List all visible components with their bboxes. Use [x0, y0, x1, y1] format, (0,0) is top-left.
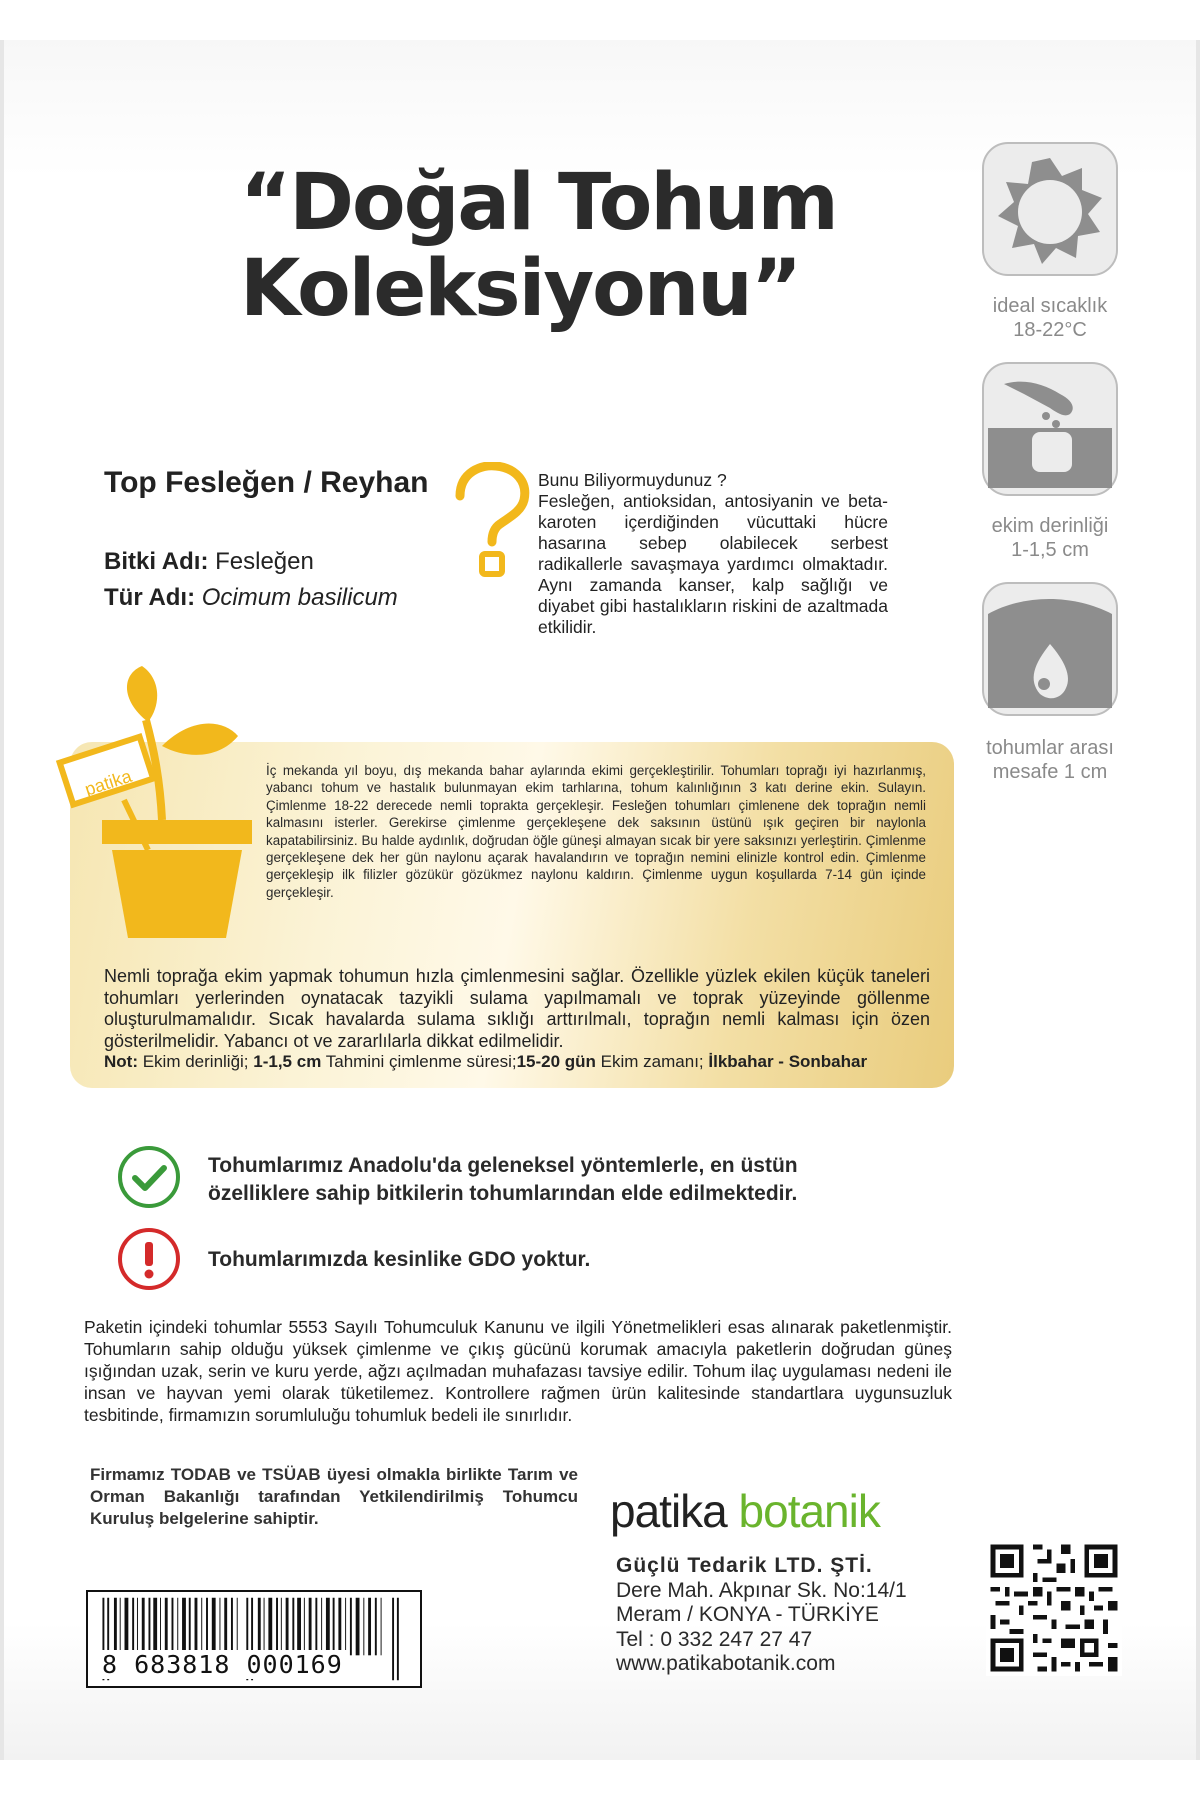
plant-sign-label: patika — [82, 765, 135, 800]
plant-name-row — [104, 548, 314, 576]
title-line-1: “Doğal Tohum — [240, 158, 837, 248]
plant-name-value: Fesleğen — [215, 548, 314, 575]
temperature-label-line1: ideal sıcaklık — [992, 295, 1108, 317]
note-depth-label: Ekim derinliği; — [142, 1052, 249, 1071]
checkmark-icon — [118, 1146, 180, 1208]
company-phone: Tel : 0 332 247 27 47 — [616, 1627, 813, 1651]
note-germination-value: 15-20 gün — [516, 1052, 596, 1071]
question-mark-icon — [452, 462, 532, 582]
did-you-know-text: Fesleğen, antioksidan, antosiyanin ve beta-karoten içerdiğinden vücuttaki hücre hasarına sebep olabilecek serbest radikallerle savaşmaya yardımcı olmaktadır. Aynı zamanda kanser, kalp sağlığı ve diyabet gibi hastalıkların riskini de azaltmada etkilidir. — [538, 491, 888, 637]
qr-code[interactable] — [986, 1538, 1122, 1678]
seed-spacing-label-line1: tohumlar arası — [986, 737, 1114, 759]
company-name: Güçlü Tedarik LTD. ŞTİ. — [616, 1554, 873, 1577]
packet-edge-right — [1196, 40, 1200, 1760]
company-address-2: Meram / KONYA - TÜRKİYE — [616, 1603, 879, 1626]
potted-plant-icon — [50, 660, 270, 940]
product-name: Top Fesleğen / Reyhan — [104, 466, 429, 499]
watering-instructions: Nemli toprağa ekim yapmak tohumun hızla çimlenmesini sağlar. Özellikle yüzlek ekilen küçük taneleri tohumları yerlerinden oynatacak tazyikli sulama yapılmamalı ve toprak yüzeyinde göllenme oluşturulmamalıdır. Sıcak havalarda sulama sıklığı arttırılmalı, toprağın nemli kalması için özen gösterilmelidir. Yabancı ot ve zararlılarla dikkat edilmelidir. — [104, 966, 930, 1051]
traditional-seeds-line2: özelliklere sahip bitkilerin tohumlarından elde edilmektedir. — [208, 1182, 798, 1205]
species-value: Ocimum basilicum — [201, 584, 398, 611]
barcode-number: 8 683818 000169 — [98, 1650, 347, 1679]
planting-depth-icon — [984, 364, 1116, 494]
planting-depth-label — [960, 514, 1140, 562]
did-you-know-box — [538, 470, 888, 638]
collection-title — [240, 160, 860, 332]
note-germination-label: Tahmini çimlenme süresi; — [325, 1052, 517, 1071]
membership-statement: Firmamız TODAB ve TSÜAB üyesi olmakla birlikte Tarım ve Orman Bakanlığı tarafından Yetkilendirilmiş Tohumcu Kuruluş belgelerine sahiptir. — [90, 1465, 578, 1528]
species-row — [104, 584, 398, 612]
seed-spacing-label — [960, 736, 1140, 784]
growing-instructions: İç mekanda yıl boyu, dış mekanda bahar aylarında ekimi gerçekleştirilir. Tohumları toprağı iyi hazırlanmış, yabancı tohum ve hastalık bulunmayan ekim tarhlarına, tohum kalınlığının 3 katı derine ekin. Sulayın. Çimlenme 18-22 derecede nemli toprakta gerçekleşir. Fesleğen tohumları çimlenene dek toprağın nemli kalmasını isterler. Gerekirse çimlenme gerçekleşene dek saksının üstünü ışık geçiren bir naylonla kapatabilirsiniz. Bu halde aydınlık, doğrudan öğle güneşi almayan sıcak bir yere saksınızı yerleştirin. Çimlenme gerçekleşene dek her gün naylonu açarak havalandırın ve toprağın nemini elinizle kontrol edin. Çimlenme gerçekleşip ilk filizler gözükür gözükmez naylonu kaldırın. Çimlenme uygun koşullarda 7-14 gün içinde gerçekleşir. — [266, 763, 926, 900]
brand-logo — [610, 1484, 880, 1538]
sun-icon — [984, 144, 1116, 274]
traditional-seeds-line1: Tohumlarımız Anadolu'da geleneksel yöntemlerle, en üstün — [208, 1154, 798, 1177]
note-label: Not: — [104, 1052, 138, 1071]
packet-edge-left — [0, 40, 4, 1760]
note-depth-value: 1-1,5 cm — [253, 1052, 322, 1071]
brand-name-part2: botanik — [738, 1485, 880, 1537]
plant-name-label: Bitki Adı: — [104, 548, 209, 575]
traditional-seeds-statement — [208, 1152, 798, 1208]
title-line-2: Koleksiyonu” — [240, 244, 801, 334]
company-info — [616, 1554, 916, 1677]
planting-depth-label-line1: ekim derinliği — [991, 515, 1109, 537]
brand-name-part1: patika — [610, 1485, 739, 1537]
species-label: Tür Adı: — [104, 584, 196, 611]
seed-spacing-card — [982, 582, 1118, 716]
planting-note — [104, 1052, 944, 1072]
planting-depth-card — [982, 362, 1118, 496]
temperature-label-line2: 18-22°C — [1013, 319, 1087, 341]
temperature-card — [982, 142, 1118, 276]
planting-depth-label-line2: 1-1,5 cm — [1011, 539, 1089, 561]
seed-spacing-label-line2: mesafe 1 cm — [992, 761, 1108, 783]
company-website[interactable]: www.patikabotanik.com — [616, 1652, 836, 1675]
did-you-know-heading: Bunu Biliyormuydunuz ? — [538, 470, 727, 490]
seed-spacing-icon — [984, 584, 1116, 714]
note-time-value: İlkbahar - Sonbahar — [708, 1052, 868, 1071]
company-address-1: Dere Mah. Akpınar Sk. No:14/1 — [616, 1578, 907, 1602]
note-time-label: Ekim zamanı; — [600, 1052, 704, 1071]
warning-icon — [118, 1228, 180, 1290]
temperature-label — [960, 294, 1140, 342]
no-gmo-statement: Tohumlarımızda kesinlike GDO yoktur. — [208, 1248, 591, 1271]
legal-notice: Paketin içindeki tohumlar 5553 Sayılı Tohumculuk Kanunu ve ilgili Yönetmelikleri esas alınarak paketlenmiştir. Tohumların sahip olduğu yüksek çimlenme ve çıkış gücünü korumak amacıyla paketlerin doğrudan güneş ışığından uzak, serin ve kuru yerde, ağzı açılmadan muhafazası tavsiye edilir. Tohum ilaç uygulaması nedeni ile insan ve hayvan yemi olarak tüketilemez. Kontrollere rağmen ürün kalitesinde standartlara uygunsuzluk tesbitinde, firmamızın sorumluluğu tohumluk bedeli ile sınırlıdır. — [84, 1317, 952, 1425]
